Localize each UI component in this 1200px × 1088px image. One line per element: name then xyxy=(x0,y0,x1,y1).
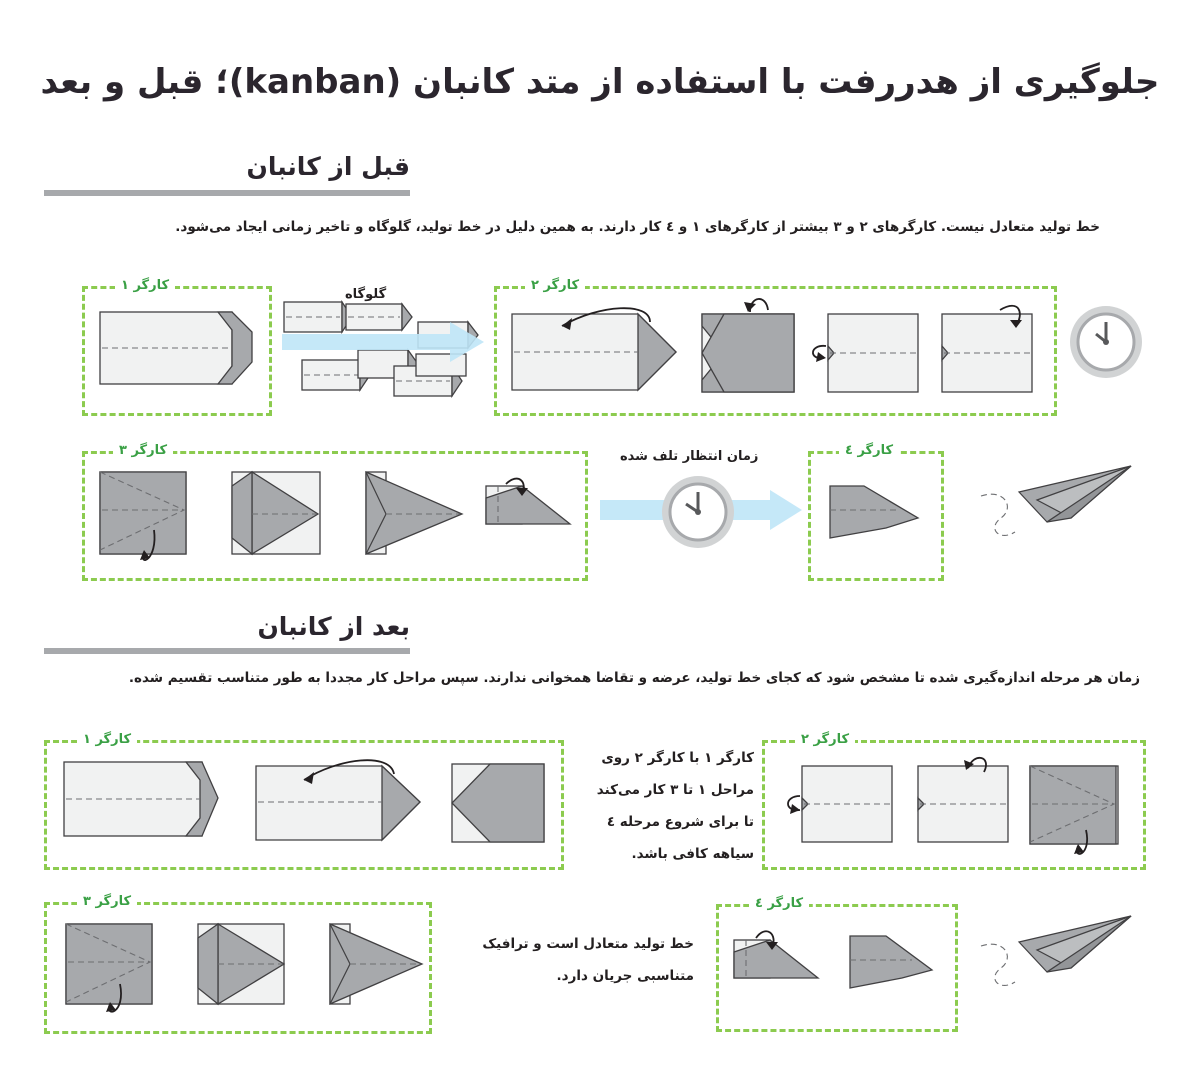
worker4-plane-fold xyxy=(826,482,926,542)
after-note1-line3: تا برای شروع مرحله ٤ xyxy=(606,814,754,830)
worker3-step4 xyxy=(484,472,584,562)
after-worker4-step1 xyxy=(732,924,832,994)
after-worker1-step2 xyxy=(254,754,424,844)
paper-airplane-icon-2 xyxy=(975,912,1155,1012)
after-worker1-label: کارگر ۱ xyxy=(77,732,137,747)
before-worker4-label: کارگر ٤ xyxy=(839,443,899,458)
clock-icon xyxy=(1066,302,1146,382)
page-title: جلوگیری از هدررفت با استفاده از متد کانبان (kanban)؛ قبل و بعد xyxy=(40,62,1160,102)
after-note1-line1: کارگر ۱ با کارگر ۲ روی xyxy=(601,750,754,766)
after-worker2-step3 xyxy=(1028,764,1128,864)
clock-icon-2 xyxy=(660,474,736,550)
after-worker1-step3 xyxy=(450,762,550,846)
before-worker1-label: کارگر ۱ xyxy=(115,278,175,293)
paper-airplane-icon xyxy=(975,462,1155,562)
after-heading: بعد از کانبان xyxy=(257,612,410,641)
worker2-step2 xyxy=(700,300,800,400)
before-worker1-paper xyxy=(98,310,258,390)
after-worker1-step1 xyxy=(62,760,222,840)
after-worker3-label: کارگر ۳ xyxy=(77,894,137,909)
waiting-time-label: زمان انتظار تلف شده xyxy=(620,449,759,464)
after-note2 xyxy=(454,928,694,992)
worker3-step3 xyxy=(364,470,474,570)
after-worker2-step2 xyxy=(914,756,1014,846)
before-description: خط تولید متعادل نیست. کارگرهای ۲ و ۳ بیشتر از کارگرهای ۱ و ٤ کار دارند. به همین دلیل در خط تولید، گلوگاه و تاخیر زمانی ایجاد می‌شود. xyxy=(175,219,1100,235)
before-worker2-label: کارگر ۲ xyxy=(525,278,585,293)
after-note1 xyxy=(574,742,754,870)
worker3-step1 xyxy=(98,470,198,570)
worker2-step4 xyxy=(940,300,1040,400)
after-note2-line2: متناسبی جریان دارد. xyxy=(556,968,694,984)
after-worker2-label: کارگر ۲ xyxy=(795,732,855,747)
worker2-step3 xyxy=(800,300,925,400)
worker2-step1 xyxy=(510,300,680,400)
worker3-step2 xyxy=(230,470,330,570)
before-worker3-label: کارگر ۳ xyxy=(113,443,173,458)
after-worker4-plane-fold xyxy=(846,932,946,992)
after-description: زمان هر مرحله اندازه‌گیری شده تا مشخص شود که کجای خط تولید، عرضه و تقاضا همخوانی ندارند. سپس مراحل کار مجددا به طور متناسب تقسیم شده. xyxy=(128,670,1140,686)
after-worker3-step2 xyxy=(196,922,296,1012)
before-heading-bar xyxy=(44,190,410,196)
after-worker3-step3 xyxy=(328,922,428,1012)
before-heading: قبل از کانبان xyxy=(246,152,410,181)
bottleneck-label: گلوگاه xyxy=(345,287,387,302)
after-note2-line1: خط تولید متعادل است و ترافیک xyxy=(482,936,694,952)
after-heading-bar xyxy=(44,648,410,654)
after-worker3-step1 xyxy=(64,922,164,1022)
flow-arrow-icon xyxy=(282,322,487,362)
after-note1-line2: مراحل ۱ تا ۳ کار می‌کند xyxy=(596,782,754,798)
after-worker4-label: کارگر ٤ xyxy=(749,896,809,911)
after-note1-line4: سیاهه کافی باشد. xyxy=(631,846,754,862)
after-worker2-step1 xyxy=(778,764,898,848)
